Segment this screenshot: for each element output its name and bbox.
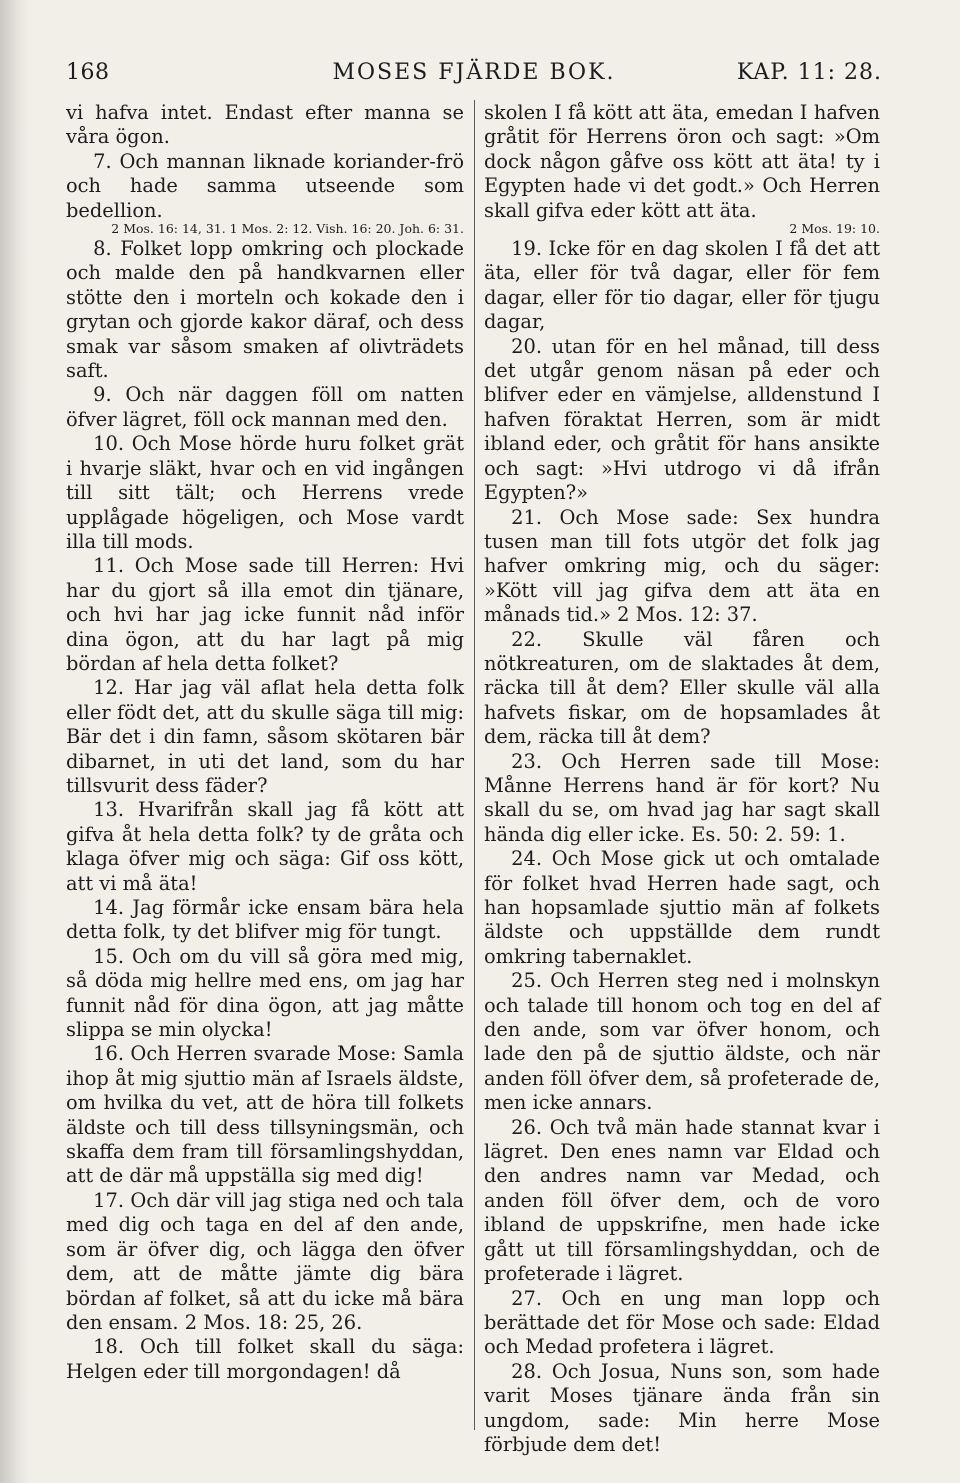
column-divider bbox=[474, 100, 475, 1430]
verse-paragraph: 9. Och när daggen föll om natten öfver lägret, föll ock mannan med den. bbox=[66, 383, 464, 431]
right-column bbox=[484, 101, 880, 1457]
verse-paragraph: 20. utan för en hel månad, till dess det utgår genom näsan på eder och blifver eder en vämjelse, alldenstund I hafven föraktat Herren, som är midt ibland eder, och gråtit för hans ansikte och sagt: »Hvi utdrogo vi då ifrån Egypten?» bbox=[484, 334, 880, 505]
verse-paragraph: 16. Och Herren svarade Mose: Samla ihop åt mig sjuttio män af Israels äldste, om hvilka du vet, att de höra till folkets äldste och till dess tillsyningsmän, och skaffa dem fram till församlingshyddan, att de där må uppställa sig med dig! bbox=[66, 1042, 464, 1188]
verse-paragraph: 18. Och till folket skall du säga: Helgen eder till morgondagen! då bbox=[66, 1335, 464, 1383]
verse-paragraph: 10. Och Mose hörde huru folket grät i hvarje släkt, hvar och en vid ingången till sitt tält; och Herrens vrede upplågade högeligen, och Mose vardt illa till mods. bbox=[66, 432, 464, 553]
chapter-reference: KAP. 11: 28. bbox=[736, 60, 882, 85]
verse-paragraph: 26. Och två män hade stannat kvar i lägret. Den enes namn var Eldad och den andres namn var Medad, och anden föll öfver dem, och de voro ibland de uppskrifne, men hade icke gått ut till församlingshyddan, och de profeterade i lägret. bbox=[484, 1115, 880, 1286]
verse-paragraph: 13. Hvarifrån skall jag få kött att gifva åt hela detta folk? ty de gråta och klaga öfver mig och säga: Gif oss kött, att vi må äta! bbox=[66, 798, 464, 895]
verse-paragraph: 12. Har jag väl aflat hela detta folk eller födt det, att du skulle säga till mig: Bär det i din famn, såsom skötaren bär dibarnet, in uti det land, som du har tillsvurit dess fäder? bbox=[66, 676, 464, 797]
verse-paragraph: 14. Jag förmår icke ensam bära hela detta folk, ty det blifver mig för tungt. bbox=[66, 896, 464, 944]
verse-paragraph: 21. Och Mose sade: Sex hundra tusen man till fots utgör det folk jag hafver omkring mig, och du säger: »Kött vill jag gifva dem att äta en månads tid.» 2 Mos. 12: 37. bbox=[484, 505, 880, 627]
book-title: MOSES FJÄRDE BOK. bbox=[332, 60, 616, 85]
cross-reference: 2 Mos. 16: 14, 31. 1 Mos. 2: 12. Vish. 16: 20. Joh. 6: 31. bbox=[111, 221, 464, 237]
verse-paragraph: 24. Och Mose gick ut och omtalade för folket hvad Herren hade sagt, och han hopsamlade sjuttio män af folkets äldste och uppställde dem rundt omkring tabernaklet. bbox=[484, 847, 880, 968]
page-number: 168 bbox=[66, 60, 110, 85]
verse-paragraph: 23. Och Herren sade till Mose: Månne Herrens hand är för kort? Nu skall du se, om hvad jag har sagt skall hända dig eller icke. Es. 50: 2. 59: 1. bbox=[484, 749, 880, 846]
verse-paragraph: 27. Och en ung man lopp och berättade det för Mose och sade: Eldad och Medad profetera i lägret. bbox=[484, 1286, 880, 1359]
verse-paragraph: 28. Och Josua, Nuns son, som hade varit Moses tjänare ända från sin ungdom, sade: Min herre Mose förbjude dem det! bbox=[484, 1359, 880, 1456]
verse-paragraph: 7. Och mannan liknade koriander-frö och hade samma utseende som bedellion. bbox=[66, 149, 464, 222]
running-header bbox=[66, 60, 882, 94]
verse-paragraph: 11. Och Mose sade till Herren: Hvi har du gjort så illa emot din tjänare, och hvi har jag icke funnit nåd inför dina ögon, att du har lagt på mig bördan af hela detta folket? bbox=[66, 554, 464, 675]
cross-reference: 2 Mos. 19: 10. bbox=[789, 221, 880, 237]
left-column bbox=[66, 101, 464, 1384]
verse-paragraph: 17. Och där vill jag stiga ned och tala med dig och taga en del af den ande, som är öfver dig, och lägga den öfver dem, att de måtte jämte dig bära bördan af folket, så att du icke må bära den ensam. 2 Mos. 18: 25, 26. bbox=[66, 1188, 464, 1334]
verse-paragraph: skolen I få kött att äta, emedan I hafven gråtit för Herrens öron och sagt: »Om dock någon gåfve oss kött att äta! ty i Egypten hade vi det godt.» Och Herren skall gifva eder kött att äta. bbox=[484, 101, 880, 222]
page-binding-shadow bbox=[0, 0, 30, 1483]
verse-paragraph: 19. Icke för en dag skolen I få det att äta, eller för två dagar, eller för fem dagar, eller för tio dagar, eller för tjugu dagar, bbox=[484, 237, 880, 334]
verse-paragraph: 22. Skulle väl fåren och nötkreaturen, om de slaktades åt dem, räcka till åt dem? Eller skulle väl alla hafvets fiskar, om de hopsamlades åt dem, räcka till åt dem? bbox=[484, 627, 880, 749]
verse-paragraph: 15. Och om du vill så göra med mig, så döda mig hellre med ens, om jag har funnit nåd för dina ögon, att jag måtte slippa se min olycka! bbox=[66, 944, 464, 1042]
verse-paragraph: vi hafva intet. Endast efter manna se våra ögon. bbox=[66, 101, 464, 149]
verse-paragraph: 25. Och Herren steg ned i molnskyn och talade till honom och tog en del af den ande, som var öfver honom, och lade den på de sjuttio äldste, och när anden föll öfver dem, så profeterade de, men icke annars. bbox=[484, 969, 880, 1115]
verse-paragraph: 8. Folket lopp omkring och plockade och malde den på handkvarnen eller stötte den i morteln och kokade den i grytan och gjorde kakor däraf, och dess smak var såsom smaken af olivträdets saft. bbox=[66, 237, 464, 383]
